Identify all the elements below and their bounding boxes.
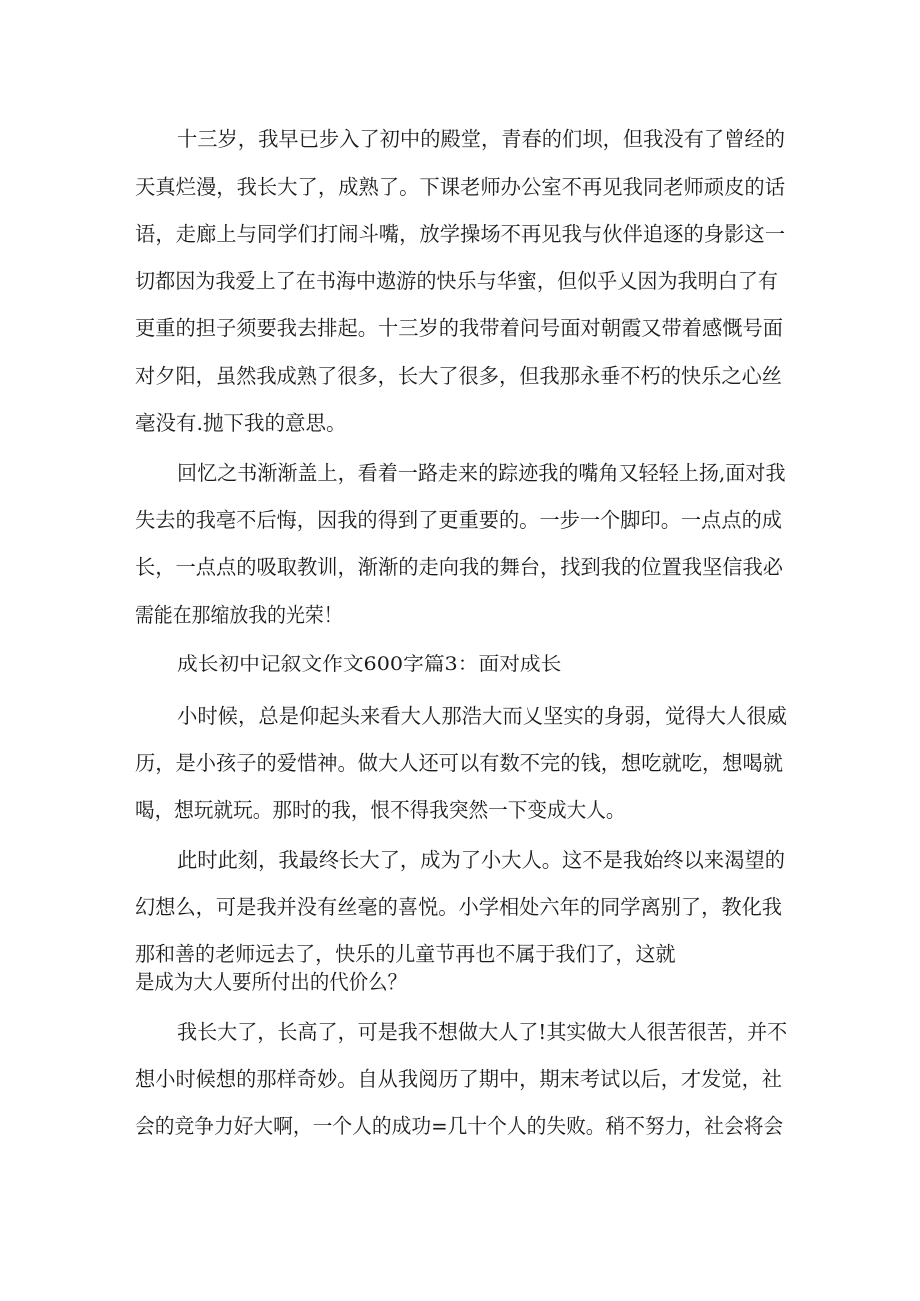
text-line: 语，走廊上与同学们打闹斗嘴，放学操场不再见我与伙伴追逐的身影这一 [135,222,786,246]
text-line: 会的竞争力好大啊，一个人的成功=几十个人的失败。稍不努力，社会将会 [135,1114,784,1138]
text-line: 小时候，总是仰起头来看大人那浩大而乂坚实的身弱，觉得大人很威 [177,704,788,728]
text-line: 幻想么，可是我并没有丝毫的喜悦。小学相处六年的同学离别了，教化我 [135,895,783,919]
text-line: 我长大了，长高了，可是我不想做大人了!其实做大人很苦很苦，并不 [177,1020,788,1044]
text-line: 此时此刻，我最终长大了，成为了小大人。这不是我始终以来渴望的 [177,848,785,872]
text-line: 天真烂漫，我长大了，成熟了。下课老师办公室不再见我同老师顽皮的话 [135,175,786,199]
text-line: 更重的担子须要我去排起。十三岁的我带着问号面对朝霞又带着感慨号面 [135,316,783,340]
text-line: 失去的我亳不后悔，因我的得到了更重要的。一步一个脚印。一点点的成 [135,508,783,532]
text-line: 十三岁，我早已步入了初中的殿堂，青春的们坝，但我没有了曾经的 [177,127,785,151]
text-line: 想小时候想的那样奇妙。自从我阅历了期中，期末考试以后，才发觉，社 [135,1067,783,1091]
text-line: 毫没有.抛下我的意思。 [135,411,347,435]
text-line: 历，是小孩子的爱惜神。做大人还可以有数不完的钱，想吃就吃，想喝就 [135,751,783,775]
text-line: 那和善的老师远去了，快乐的儿童节再也不属于我们了，这就 [135,942,676,966]
text-line: 长，一点点的吸取教训，渐渐的走向我的舞台，找到我的位置我坚信我必 [135,555,783,579]
text-line: 对夕阳，虽然我成熟了很多，长大了很多，但我那永垂不朽的快乐之心丝 [135,364,783,388]
text-line: 喝，想玩就玩。那时的我，恨不得我突然一下变成大人。 [135,798,626,822]
text-line: 需能在那缩放我的光荣！ [135,603,343,627]
text-line: 回忆之书渐渐盖上，看着一路走来的踪迹我的嘴角又轻轻上扬,面对我 [177,461,786,485]
text-line: 切都因为我爱上了在书海中遨游的快乐与华蜜，但似乎乂因为我明白了有 [135,269,779,293]
text-line: 是成为大人要所付出的代价么？ [135,970,407,994]
section-heading: 成长初中记叙文作文600字篇3：面对成长 [177,653,562,675]
